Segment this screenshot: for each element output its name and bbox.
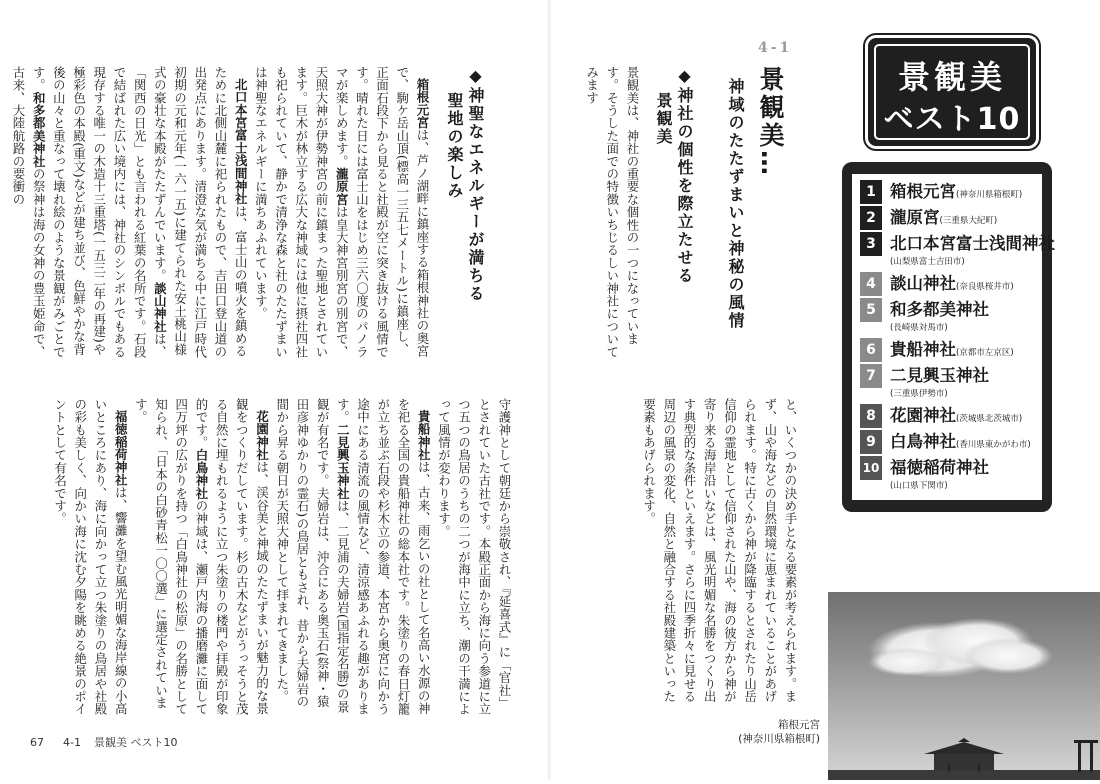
main-title: 景観美…: [756, 66, 785, 178]
para-watazumi-cont: 守護神として朝廷から崇敬され、『延喜式』に「官社」とされていた古社です。本殿正面から海に向う参道に立つ五つの鳥居のうちの二つが海中に立ち、潮の干満によって風情が変わります。: [436, 398, 512, 716]
section1-lead-text: 景観美は、神社の重要な個性の一つになっています。そうした面での特徴いちじるしい神社についてみます: [584, 66, 640, 359]
para-fuji: は、富士山の噴火を鎮めるために北側山麓に祀られたもので、吉田口登山道の出発点にあります。清澄な気が満ちる中に江戸時代初期の元和元年(一六一五)に建てられた安土桃山様式の豪壮な本殿がたたずんでいます。: [152, 66, 249, 359]
para-takihara: は皇大神宮別宮の別宮で、天照大神が伊勢神宮の前に鎮まった聖地とされています。巨木が林立する広大な神域には他に摂社四社も祀られていて、静かで清浄な森と社のたたずまいは神聖なエネルギーに満ちあふれています。: [253, 66, 350, 359]
badge-line-1: 景観美: [897, 58, 1006, 96]
ranking-number: 9: [860, 430, 882, 454]
ranking-location: (山梨県富士吉田市): [890, 257, 965, 267]
diamond-icon: ◆: [675, 66, 694, 87]
ranking-item: [860, 456, 1040, 491]
ranking-item: [860, 272, 1040, 296]
ranking-number: 6: [860, 338, 882, 362]
ranking-location: (長崎県対馬市): [890, 323, 948, 333]
para-hanazono: は、渓谷美と神域のたたずまいが魅力的な景観をつくりだしています。杉の古木などがうっそうと茂る自然に埋もれるように立つ朱塗りの楼門や拝殿が印象的です。: [193, 398, 270, 716]
ranking-item: [860, 232, 1055, 267]
section2-heading-2: 聖地の楽しみ: [445, 92, 464, 200]
shrine-name-kibune: 貴船神社: [416, 410, 432, 462]
ranking-shrine-name: 談山神社(奈良県桜井市): [890, 274, 1014, 293]
para-watazumi: の祭神は海の女神の豊玉姫命で、古来、大陸航路の要衝の: [10, 66, 47, 359]
ranking-location: (三重県大紀町): [939, 216, 998, 226]
ranking-number: 3: [860, 232, 882, 256]
shrine-photo: [828, 592, 1100, 780]
ranking-item: [860, 430, 1040, 454]
main-subtitle: 神域のたたずまいと神秘の風情: [726, 78, 745, 330]
shrine-name-tanzan: 談山神社: [152, 281, 168, 333]
ranking-location: (茨城県北茨城市): [956, 414, 1023, 424]
ranking-box: [842, 162, 1055, 512]
ranking-number: 4: [860, 272, 882, 296]
folio-section: 4-1: [63, 736, 81, 749]
folio-title: 景観美 ベスト10: [93, 736, 178, 749]
ranking-shrine-name: 二見興玉神社: [890, 366, 989, 385]
ranking-location: (奈良県桜井市): [956, 282, 1014, 292]
photo-caption-location: (神奈川県箱根町): [738, 733, 820, 745]
section2-heading: [464, 66, 487, 303]
shrine-name-futami: 二見興玉神社: [335, 423, 351, 500]
ranking-number: 5: [860, 298, 882, 322]
section2-heading-text: 神聖なエネルギーが満ちる: [466, 87, 485, 303]
ranking-location: (三重県伊勢市): [890, 389, 948, 399]
shrine-name-fuji: 北口本宮富士浅間神社: [233, 78, 249, 206]
ranking-item: [860, 338, 1040, 362]
badge-line-2: ベスト10: [883, 102, 1021, 137]
ranking-location: (京都市左京区): [956, 348, 1014, 358]
ranking-location: (神奈川県箱根町): [956, 190, 1023, 200]
left-upper-text: [10, 66, 432, 366]
photo-caption: [720, 718, 820, 746]
ranking-shrine-name: 箱根元宮(神奈川県箱根町): [890, 182, 1023, 201]
shrine-name-fukutoku: 福徳稲荷神社: [113, 410, 129, 487]
ranking-shrine-name: 北口本宮富士浅間神社: [890, 234, 1055, 253]
ranking-shrine-name: 福徳稲荷神社: [890, 458, 989, 477]
ranking-item: [860, 298, 1040, 333]
para-kibune: は、古来、雨乞いの社として名高い水源の神を祀る全国の貴船神社の総本社です。朱塗りの春日灯籠が立ち並ぶ石段や杉木立の参道、本宮から奥宮に向かう途中にある清流の風情など、清涼感あふれる趣があります。: [335, 398, 432, 716]
para-futami: は、二見浦の夫婦岩(国指定名勝)の景観が有名です。夫婦岩は、沖合にある奥玉石(祭神・猿田彦神ゆかりの霊石)の鳥居ともされ、昔から夫婦岩の間から昇る朝日が天照大神として拝まれてきました。: [274, 398, 351, 714]
ranking-item: [860, 404, 1040, 428]
ranking-shrine-name: 白鳥神社(香川県東かがわ市): [890, 432, 1031, 451]
section1-heading-2: 景観美: [654, 92, 673, 146]
ranking-shrine-name: 和多都美神社: [890, 300, 989, 319]
ranking-shrine-name: 瀧原宮(三重県大紀町): [890, 208, 998, 227]
para-fukutoku: は、響灘を望む風光明媚な海岸線の小高いところにあり、海に向かって立つ朱塗りの鳥居や社殿の彩も美しく、向かい海に沈む夕陽を眺める絶景のポイントとして有名です。: [52, 398, 129, 716]
shrine-name-takihara: 瀧原宮: [334, 167, 350, 206]
ranking-number: 10: [860, 456, 882, 480]
shrine-name-hanazono: 花園神社: [254, 410, 270, 462]
section1-body-text: と、いくつかの決め手となる要素が考えられます。まず、山や海などの自然環境に恵まれていることがあげられます。特に古くから神が降臨するとされたり山岳信仰の霊地として信仰された山や、海の彼方から神が寄り来る海岸沿いなどは、風光明媚な名勝をつくり出す典型的な条件といえます。さらに四季折々に見せる周辺の風景の変化、自然と融合する社殿建築といった要素もあげられます。: [641, 398, 798, 703]
photo-caption-title: 箱根元宮: [778, 719, 820, 731]
section1-lead: [584, 66, 642, 366]
ranking-number: 1: [860, 180, 882, 204]
section1-heading-text: 神社の個性を際立たせる: [675, 87, 694, 285]
shrine-photo-graphic: [828, 592, 1100, 780]
ranking-number: 8: [860, 404, 882, 428]
diamond-icon: ◆: [466, 66, 485, 87]
ranking-shrine-name: 貴船神社(京都市左京区): [890, 340, 1014, 359]
shrine-name-shirotori: 白鳥神社: [193, 448, 209, 500]
page-gutter: [548, 0, 554, 780]
ranking-list: [852, 174, 1055, 500]
shrine-name-hakone: 箱根元宮: [415, 78, 430, 130]
ranking-item: [860, 180, 1040, 204]
page-number: 67: [30, 736, 44, 749]
folio: [30, 734, 177, 750]
chapter-tag: 4-1: [758, 40, 793, 56]
section1-body: [620, 398, 800, 713]
ranking-number: 2: [860, 206, 882, 230]
shrine-name-watazumi: 和多都美神社: [31, 91, 47, 168]
para-shirotori: の神域は、瀬戸内海の播磨灘に面して四万坪の広がりを持つ「白鳥神社の松原」の名勝として知られ、「日本の白砂青松一〇〇選」に選定されています。: [133, 398, 209, 716]
ranking-location: (山口県下関市): [890, 481, 948, 491]
section1-heading: [673, 66, 696, 285]
ranking-shrine-name: 花園神社(茨城県北茨城市): [890, 406, 1023, 425]
ranking-item: [860, 206, 1040, 230]
ranking-number: 7: [860, 364, 882, 388]
ranking-item: [860, 364, 1040, 399]
title-badge: [868, 38, 1036, 146]
para-hakone: は、芦ノ湖畔に鎮座する箱根神社の奥宮で、駒ケ岳山頂(標高一三五七メートル)に鎮座し、正面石段下から見ると社殿が空に突き抜ける風情です。晴れた日には富士山をはじめ三六〇度のパノラマが楽しめます。: [334, 66, 430, 359]
para-tanzan: は、「関西の日光」とも言われる紅葉の名所です。石段で結ばれた広い境内には、神社のシンボルでもある現存する唯一の木造十三重塔(一五三二年の再建)や極彩色の本殿(重文)などが建ち並び、色鮮やかな背後の山々と重なって壊れ絵のような景観がみごとです。: [31, 66, 168, 359]
left-lower-text: [52, 398, 514, 716]
ranking-location: (香川県東かがわ市): [956, 440, 1031, 450]
